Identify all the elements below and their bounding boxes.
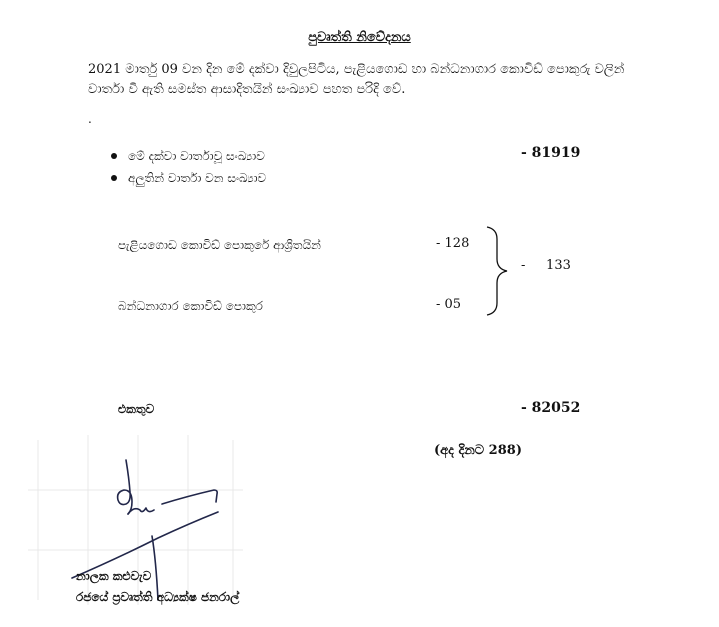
bullet-label: මේ දක්වා වාර්තාවූ සංඛ්‍යාව bbox=[128, 149, 265, 163]
today-count: 288 bbox=[488, 443, 516, 458]
cluster-row-value: - 128 bbox=[436, 236, 470, 251]
bullet-new-cases bbox=[108, 168, 608, 190]
total-value: - 82052 bbox=[521, 400, 581, 416]
cluster-row-label: බන්ධනාගාර කොවිඩ් පොකුර bbox=[118, 299, 263, 313]
cluster-row-label: පැළියගොඩ කොවිඩ් පොකුරේ ආශ්‍රිතයින් bbox=[118, 238, 321, 252]
signatory-title: රජයේ ප්‍රවෘත්ති අධ්‍යක්ෂ ජනරාල් bbox=[76, 590, 240, 604]
today-note bbox=[434, 443, 522, 458]
signatory-name: නාලක කළුවැව bbox=[76, 569, 152, 583]
bullet-label: අලුතින් වාර්තා වන සංඛ්‍යාව bbox=[128, 171, 267, 185]
today-note-suffix: ) bbox=[515, 443, 522, 458]
stray-mark: . bbox=[88, 112, 92, 126]
cluster-row-value: - 05 bbox=[436, 297, 462, 312]
new-cases-total: - 133 bbox=[521, 258, 571, 273]
total-label: එකතුව bbox=[118, 402, 155, 416]
intro-paragraph: 2021 මාර්තු 09 වන දින මේ දක්වා දිවුලපිටිය, පැළියගොඩ හා බන්ධනාගාර කොවිඩ් පොකුරු වලින් වාර්තා වී ඇති සමස්ත ආසාදිතයින් සංඛ්‍යාව පහත පරිදි වේ. bbox=[88, 62, 625, 97]
document-title: පුවෘත්ති නිවේදනය bbox=[308, 30, 411, 45]
brace-icon bbox=[485, 225, 515, 317]
reported-total-value: - 81919 bbox=[521, 145, 581, 161]
today-note-prefix: (අද දිනට bbox=[434, 443, 489, 458]
